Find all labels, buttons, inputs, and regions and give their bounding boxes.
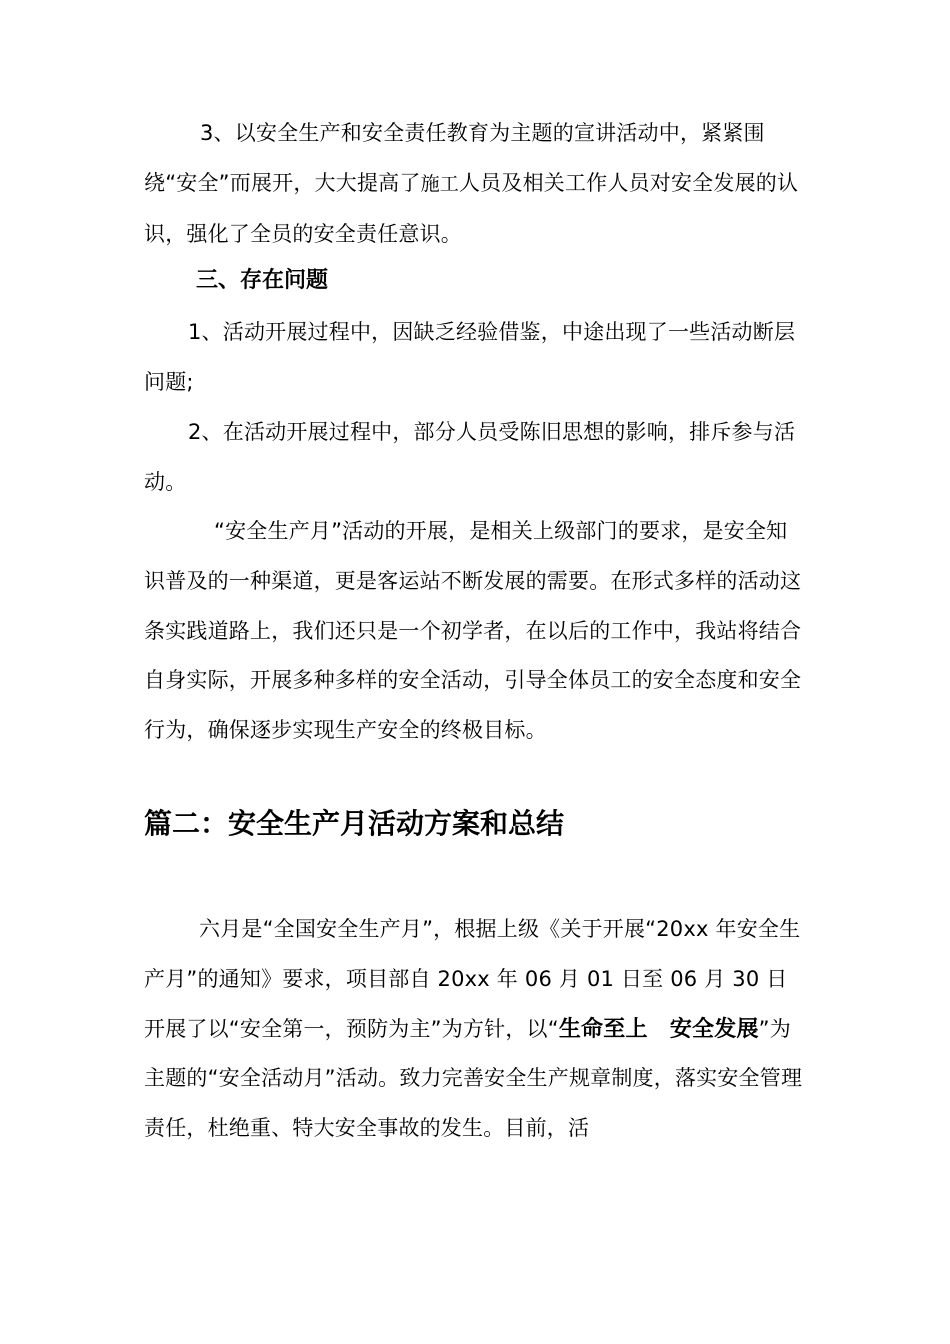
paragraph-intro-bold-theme: 生命至上 安全发展 (558, 1016, 759, 1042)
paragraph-intro (144, 905, 808, 1154)
paragraph-summary: “安全生产月”活动的开展，是相关上级部门的要求，是安全知识普及的一种渠道，更是客运站不断发展的需要。在形式多样的活动这条实践道路上，我们还只是一个初学者，在以后的工作中，我站将结合自身实际，开展多种多样的安全活动，引导全体员工的安全态度和安全行为，确保逐步实现生产安全的终极目标。 (144, 519, 802, 743)
paragraph-intro-rest: ”为主题的“安全活动月”活动。致力完善安全生产规章制度，落实安全管理责任，杜绝重、特大安全事故的发生。目前，活 (144, 1016, 803, 1141)
section-heading-issues: 三、存在问题 (196, 268, 329, 293)
paragraph-issue-2: 2、在活动开展过程中，部分人员受陈旧思想的影响，排斥参与活动。 (144, 420, 796, 494)
paragraph-propaganda (144, 109, 808, 259)
paragraph-intro-text: 六月是“全国安全生产月”，根据上级《关于开展“20xx 年安全生产月”的通知》要求，项目部自 20xx 年 06 月 01 日至 06 月 30 日开展了以“安全第一，预防为主”为方针，以“ (144, 917, 801, 1041)
paragraph-issue-1: 1、活动开展过程中，因缺乏经验借鉴，中途出现了一些活动断层问题; (144, 320, 796, 394)
paragraph-propaganda-text: 3、以安全生产和安全责任教育为主题的宣讲活动中，紧紧围绕“安全”而展开，大大提高了 (144, 121, 765, 195)
chapter-title: 篇二：安全生产月活动方案和总结 (144, 807, 565, 840)
paragraph-propaganda-small-text: 施工 (420, 172, 459, 195)
paragraph-propaganda-rest: 人员及相关工作人员对安全发展的认识，强化了全员的安全责任意识。 (144, 170, 799, 246)
